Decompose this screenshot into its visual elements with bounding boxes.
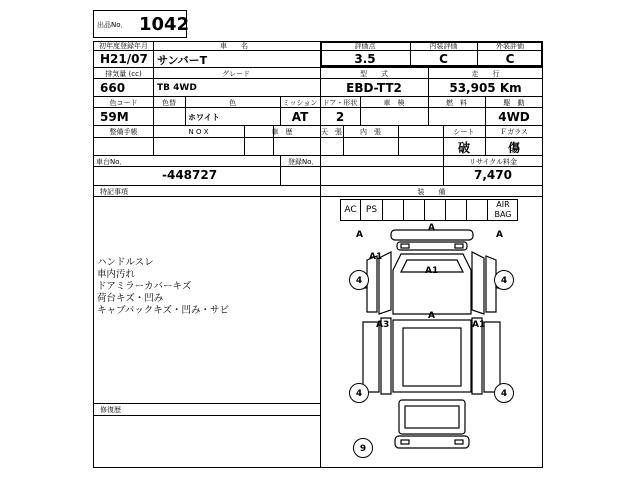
lot-value: 1042 [139, 14, 190, 35]
score-value: 3.5 [354, 52, 376, 66]
lot-number-box [93, 10, 190, 38]
tire-rear-left: 4 [349, 383, 369, 403]
score-label: 評価点 [354, 42, 376, 50]
mileage-value: 53,905 Km [449, 81, 522, 95]
maintenance-label: 整備手帳 [109, 128, 138, 136]
grade-label: グレード [222, 70, 250, 78]
year-label: 初年度登録年月 [99, 42, 148, 50]
grade-value: TB 4WD [157, 83, 197, 93]
mark-top-center: A [428, 223, 435, 233]
mark-top-left: A [356, 230, 363, 240]
recycle-label: リサイクル料金 [468, 158, 518, 166]
note-line: 車内汚れ [97, 269, 136, 280]
registration-label: 登録No． [288, 158, 319, 166]
recycle-value: 7,470 [474, 168, 512, 182]
interior-value: C [439, 52, 448, 66]
tire-rear-right: 4 [494, 383, 514, 403]
equipment-airbag: AIR BAG [494, 200, 512, 219]
note-line: 荷台キズ・凹み [97, 293, 164, 304]
color-code-label: 色コード [109, 99, 138, 107]
mission-value: AT [291, 110, 309, 124]
notes-header: 特記事項 [100, 188, 128, 196]
color-change-label: 色替 [162, 99, 176, 107]
color-value: ホワイト [188, 113, 220, 122]
name-value: サンバーT [157, 54, 208, 67]
chassis-value: -448727 [162, 168, 218, 182]
drive-value: 4WD [498, 110, 530, 124]
mileage-label: 走 行 [471, 70, 500, 78]
glass-value: 傷 [507, 141, 520, 155]
color-label: 色 [229, 99, 236, 107]
drive-label: 駆 動 [503, 99, 525, 107]
chassis-label: 車台No． [96, 158, 127, 166]
notes-list [97, 257, 317, 317]
history-label: 車 歴 [271, 128, 293, 136]
mark-top-right: A [496, 230, 503, 240]
cc-value: 660 [100, 81, 126, 95]
repair-header: 修復歴 [100, 406, 121, 414]
model-label: 型 式 [360, 70, 388, 78]
lot-label: 出品No． [97, 21, 128, 29]
equipment-ac: AC [344, 205, 357, 215]
exterior-label: 外装評価 [496, 42, 524, 50]
note-line: キャブバックキズ・凹み・サビ [97, 305, 230, 316]
glass-label: Ｆガラス [500, 128, 528, 136]
seat-value: 破 [457, 141, 470, 155]
mark-side-right: A1 [472, 320, 486, 330]
roof-label: 天 張 [321, 128, 342, 136]
tire-front-right: 4 [494, 270, 514, 290]
interior-label: 内装評価 [429, 42, 458, 50]
mark-roof: A1 [425, 266, 439, 276]
model-value: EBD-TT2 [346, 81, 402, 95]
note-line: ドアミラーカバーキズ [97, 281, 192, 292]
fuel-label: 燃 料 [446, 99, 467, 107]
year-value: H21/07 [100, 52, 148, 66]
vehicle-inspection-label: 車 検 [383, 99, 405, 107]
tire-front-left: 4 [349, 270, 369, 290]
equipment-ps: PS [365, 205, 378, 215]
equipment-header: 装 備 [417, 188, 446, 196]
mark-side-left: A3 [376, 320, 390, 330]
mission-label: ミッション [282, 99, 318, 107]
name-label: 車 名 [220, 42, 248, 50]
vehicle-damage-diagram [321, 222, 542, 467]
exterior-value: C [505, 52, 515, 66]
doors-label: ドア・形状 [322, 99, 358, 107]
interior-trim-label: 内 張 [360, 128, 381, 136]
tire-spare: 9 [353, 438, 373, 458]
cc-label: 排気量 (cc) [105, 70, 142, 78]
seat-label: シート [453, 128, 475, 136]
doors-value: 2 [335, 110, 345, 124]
mark-bed-center: A [428, 311, 435, 321]
mark-front-left: A1 [369, 252, 383, 262]
note-line: ハンドルスレ [97, 257, 154, 268]
nox-label: N O X [188, 128, 209, 136]
color-code-value: 59M [100, 110, 129, 124]
